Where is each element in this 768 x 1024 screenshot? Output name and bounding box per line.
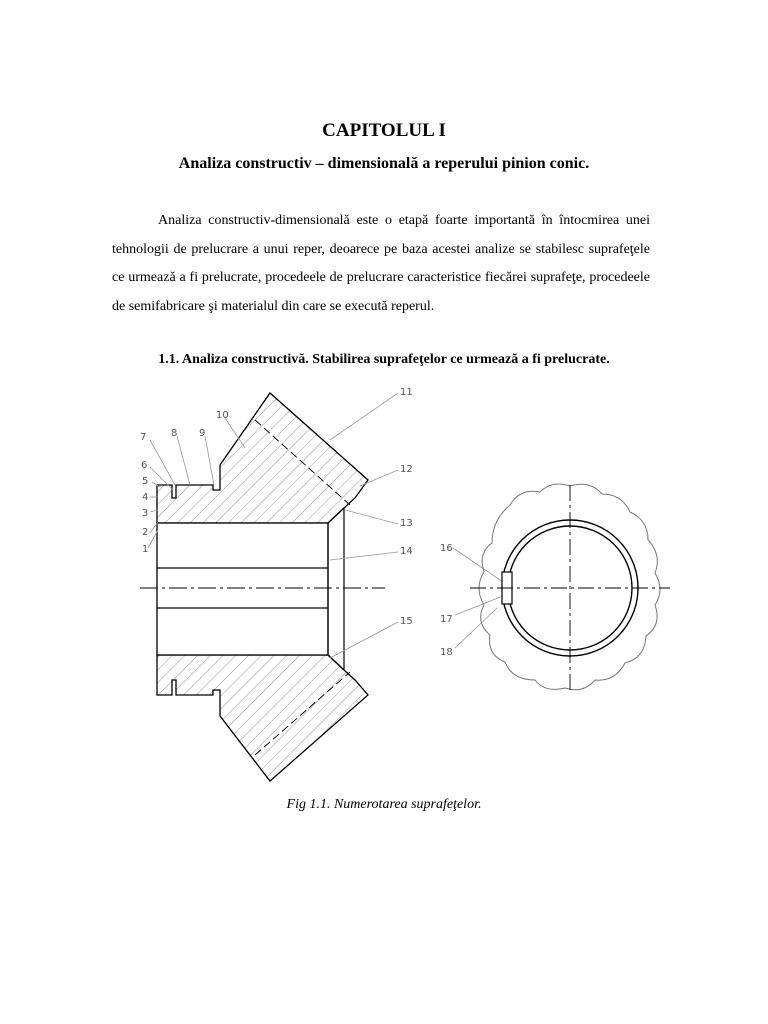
label-5: 5 [142, 476, 149, 487]
label-18: 18 [440, 647, 453, 658]
chapter-title: CAPITOLUL I [322, 120, 446, 141]
bore [157, 523, 328, 655]
label-7: 7 [140, 432, 147, 443]
intro-paragraph: Analiza constructiv-dimensională este o etapă foarte importantă în întocmirea unei tehnologii de prelucrare a unui reper, deoarece pe baza acestei analize se stabilesc suprafeţele ce urmează a fi prelucrate, procedeele de prelucrare caracteristice fiecărei suprafeţe, procedeele de semifabricare şi materialul din care se execută reperul. [112, 213, 650, 314]
label-1: 1 [142, 544, 149, 555]
chapter-subtitle: Analiza constructiv – dimensională a reperului pinion conic. [178, 155, 590, 172]
label-13: 13 [400, 518, 413, 529]
label-10: 10 [216, 410, 229, 421]
section-heading: 1.1. Analiza constructivă. Stabilirea suprafeţelor ce urmează a fi prelucrate. [158, 352, 610, 367]
figure-caption: Fig 1.1. Numerotarea suprafeţelor. [286, 797, 482, 812]
pinion-section-view [140, 393, 385, 781]
label-15: 15 [400, 616, 413, 627]
label-11: 11 [400, 387, 413, 398]
label-17: 17 [440, 614, 453, 625]
label-3: 3 [142, 508, 149, 519]
label-4: 4 [142, 492, 149, 503]
label-6: 6 [141, 460, 148, 471]
label-8: 8 [171, 428, 178, 439]
label-9: 9 [199, 428, 206, 439]
pinion-end-view [470, 484, 670, 690]
pinion-body-hatched-lower [157, 655, 368, 781]
label-12: 12 [400, 464, 413, 475]
label-16: 16 [440, 543, 453, 554]
pinion-body-hatched [157, 393, 368, 523]
label-14: 14 [400, 546, 413, 557]
label-2: 2 [142, 527, 149, 538]
